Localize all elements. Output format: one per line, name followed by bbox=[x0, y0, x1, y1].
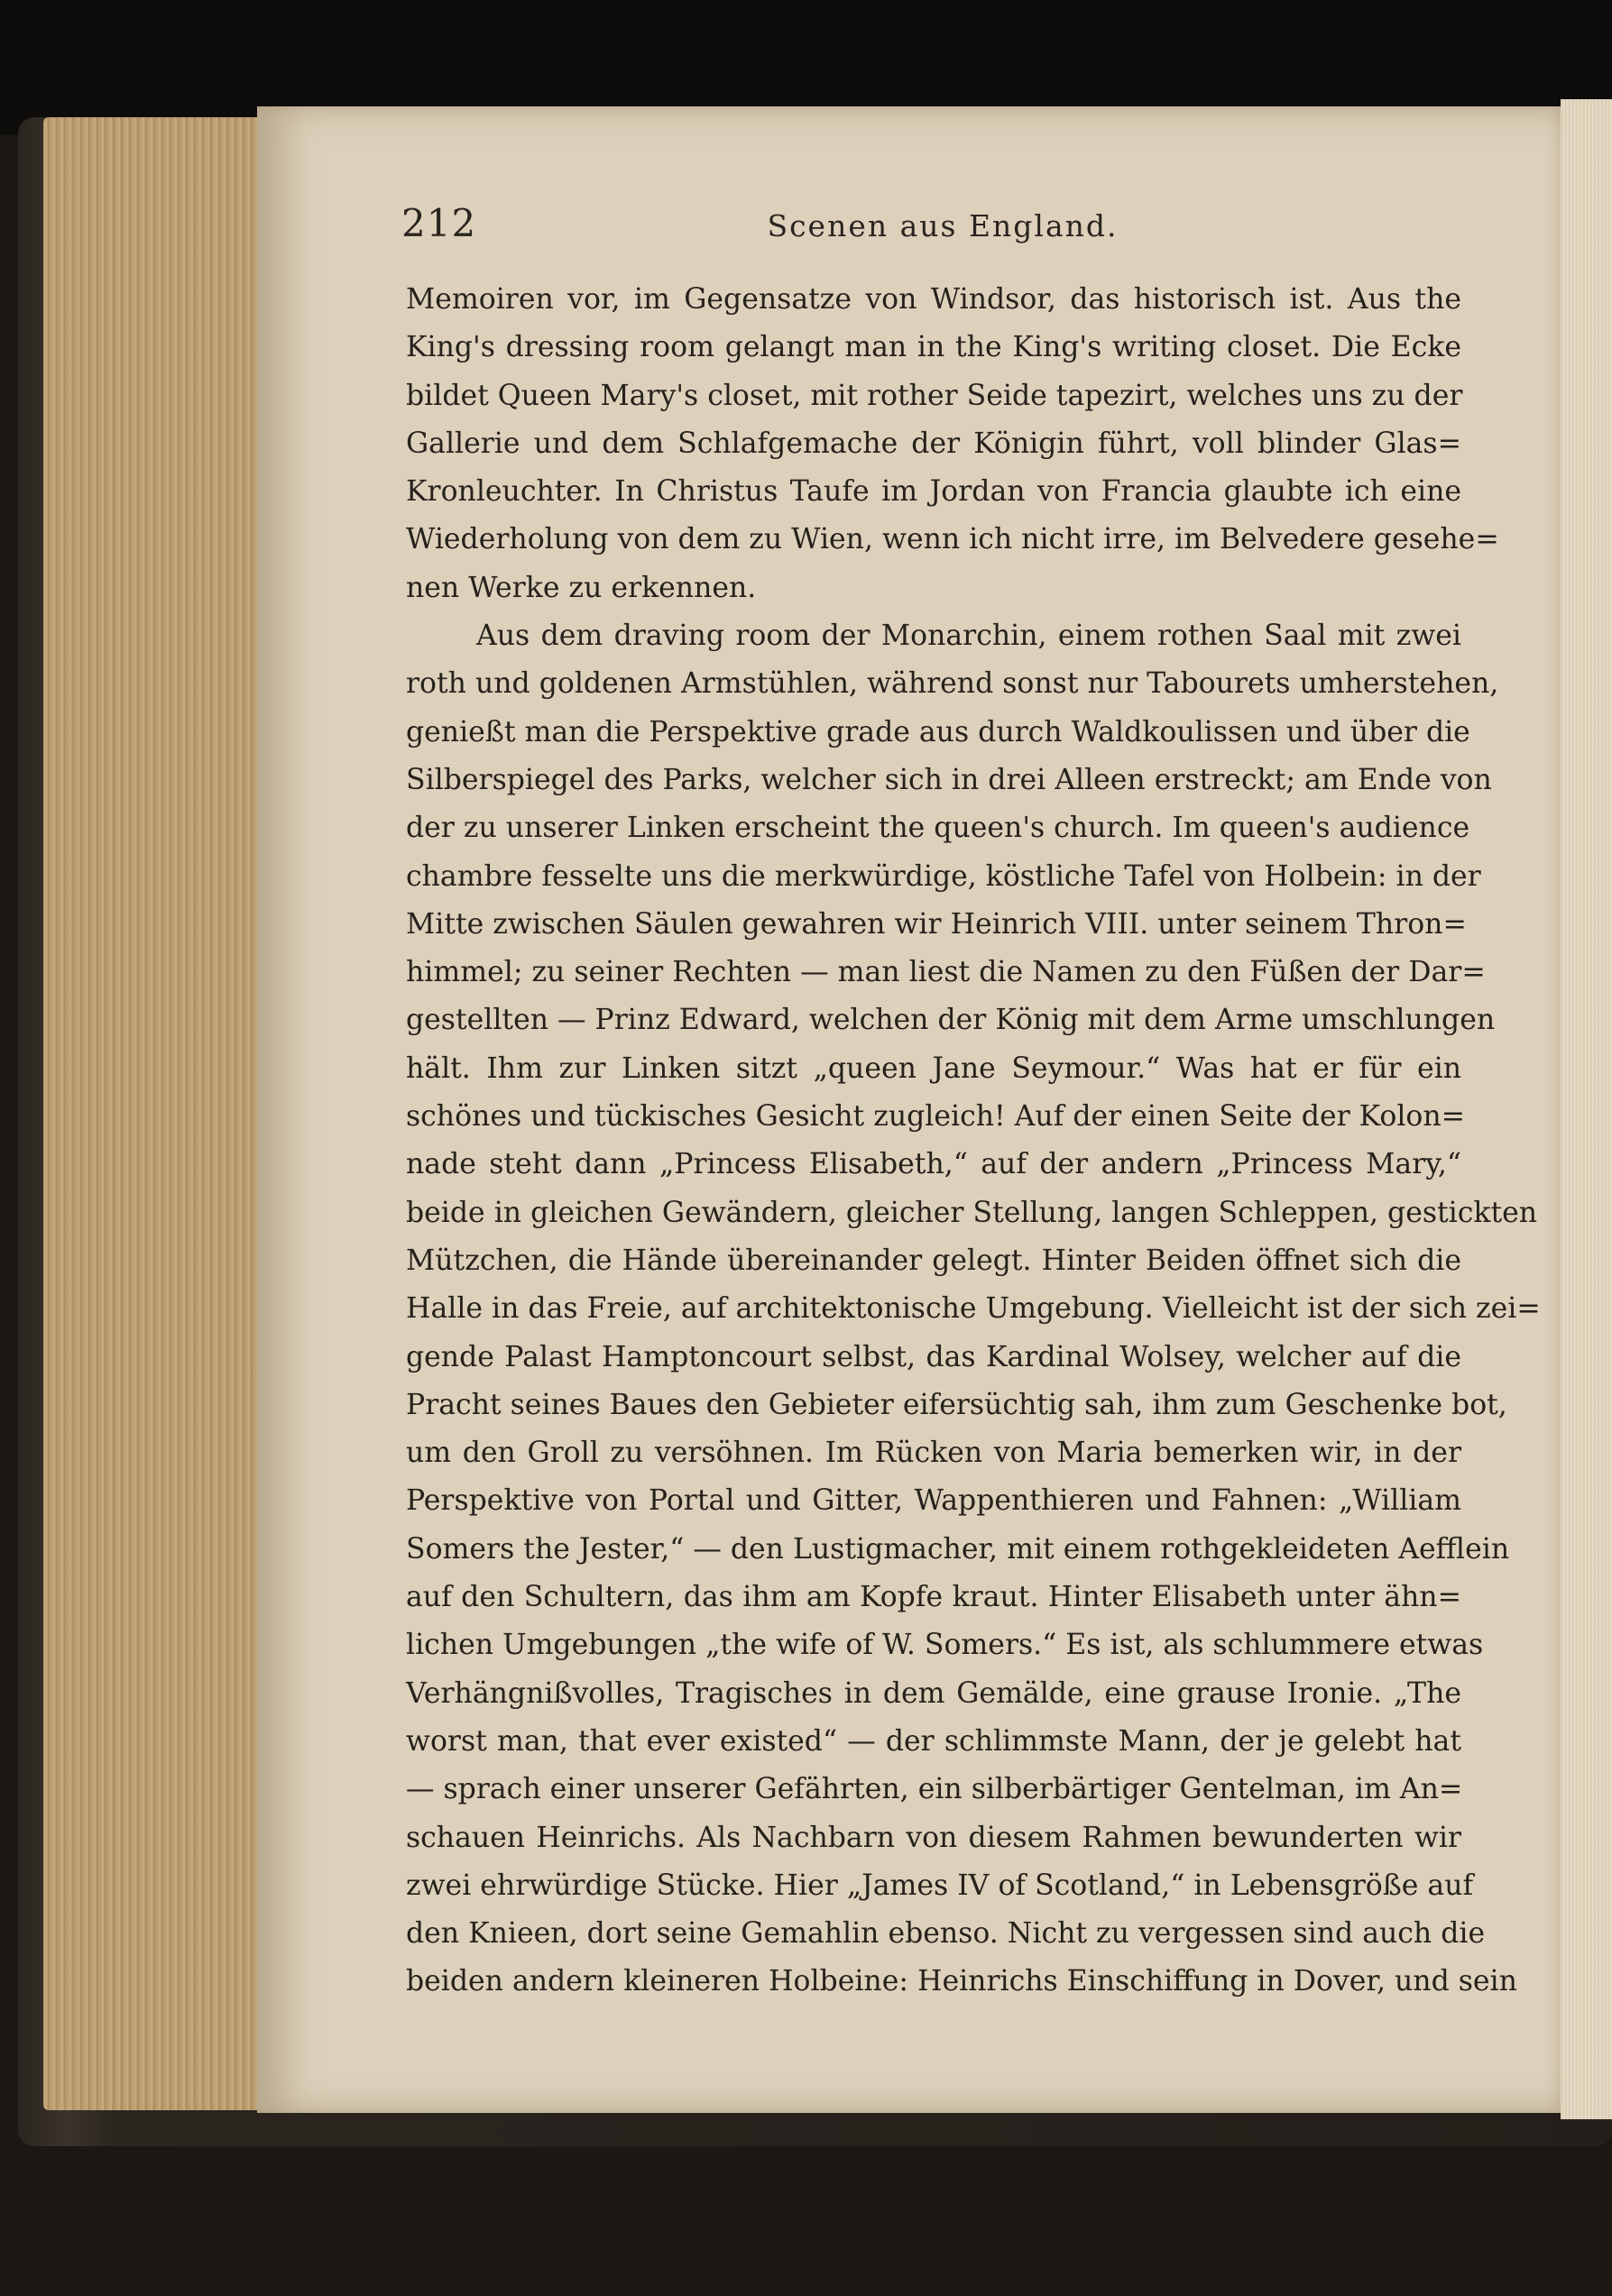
text-line: schauen Heinrichs. Als Nachbarn von diesem Rahmen bewunderten wir bbox=[406, 1821, 1461, 1854]
page-edges-right bbox=[1561, 99, 1612, 2119]
text-line: Mützchen, die Hände übereinander gelegt. Hinter Beiden öffnet sich die bbox=[406, 1244, 1461, 1277]
text-line: bildet Queen Mary's closet, mit rother Seide tapezirt, welches uns zu der bbox=[406, 379, 1463, 412]
text-line: Wiederholung von dem zu Wien, wenn ich nicht irre, im Belvedere gesehe= bbox=[406, 523, 1499, 556]
text-line: Kronleuchter. In Christus Taufe im Jordan von Francia glaubte ich eine bbox=[406, 475, 1461, 509]
text-line: Silberspiegel des Parks, welcher sich in drei Alleen erstreckt; am Ende von bbox=[406, 763, 1492, 796]
text-line: worst man, that ever existed“ — der schlimmste Mann, der je gelebt hat bbox=[406, 1724, 1461, 1758]
text-line: schönes und tückisches Gesicht zugleich! Auf der einen Seite der Kolon= bbox=[406, 1100, 1466, 1134]
text-line: Perspektive von Portal und Gitter, Wappenthieren und Fahnen: „William bbox=[406, 1484, 1461, 1518]
text-line: der zu unserer Linken erscheint the queen's church. Im queen's audience bbox=[406, 812, 1470, 845]
text-line: Gallerie und dem Schlafgemache der Königin führt, voll blinder Glas= bbox=[406, 427, 1461, 460]
text-line: — sprach einer unserer Gefährten, ein silberbärtiger Gentelman, im An= bbox=[406, 1773, 1463, 1806]
text-line: Verhängnißvolles, Tragisches in dem Gemälde, eine grause Ironie. „The bbox=[406, 1676, 1461, 1710]
text-line: Halle in das Freie, auf architektonische Umgebung. Vielleicht ist der sich zei= bbox=[406, 1292, 1541, 1326]
text-line: gestellten — Prinz Edward, welchen der König mit dem Arme umschlungen bbox=[406, 1004, 1496, 1037]
text-line: King's dressing room gelangt man in the King's writing closet. Die Ecke bbox=[406, 331, 1461, 364]
text-line: chambre fesselte uns die merkwürdige, köstliche Tafel von Holbein: in der bbox=[406, 859, 1481, 893]
text-line: lichen Umgebungen „the wife of W. Somers.“ Es ist, als schlummere etwas bbox=[406, 1629, 1484, 1662]
text-line: auf den Schultern, das ihm am Kopfe kraut. Hinter Elisabeth unter ähn= bbox=[406, 1581, 1461, 1614]
text-line: Pracht seines Baues den Gebieter eifersüchtig sah, ihm zum Geschenke bot, bbox=[406, 1388, 1507, 1421]
text-line: beide in gleichen Gewändern, gleicher Stellung, langen Schleppen, gestickten bbox=[406, 1196, 1538, 1229]
page-edges-left bbox=[43, 117, 260, 2110]
text-line: gende Palast Hamptoncourt selbst, das Kardinal Wolsey, welcher auf die bbox=[406, 1340, 1461, 1373]
text-line: nen Werke zu erkennen. bbox=[406, 571, 757, 604]
text-line: beiden andern kleineren Holbeine: Heinrichs Einschiffung in Dover, und sein bbox=[406, 1965, 1517, 1998]
text-line: Memoiren vor, im Gegensatze von Windsor, das historisch ist. Aus the bbox=[406, 283, 1461, 316]
text-line: roth und goldenen Armstühlen, während sonst nur Tabourets umherstehen, bbox=[406, 667, 1499, 701]
text-line: genießt man die Perspektive grade aus durch Waldkoulissen und über die bbox=[406, 715, 1470, 748]
page-header bbox=[401, 201, 1376, 264]
running-title: Scenen aus England. bbox=[767, 208, 1119, 243]
text-line: um den Groll zu versöhnen. Im Rücken von Maria bemerken wir, in der bbox=[406, 1437, 1461, 1470]
text-line: Somers the Jester,“ — den Lustigmacher, mit einem rothgekleideten Aefflein bbox=[406, 1532, 1510, 1566]
text-line: den Knieen, dort seine Gemahlin ebenso. Nicht zu vergessen sind auch die bbox=[406, 1917, 1486, 1951]
text-line: hält. Ihm zur Linken sitzt „queen Jane Seymour.“ Was hat er für ein bbox=[406, 1052, 1461, 1085]
text-line: Mitte zwischen Säulen gewahren wir Heinrich VIII. unter seinem Thron= bbox=[406, 907, 1467, 941]
book-page bbox=[257, 106, 1561, 2113]
text-line: zwei ehrwürdige Stücke. Hier „James IV of Scotland,“ in Lebensgröße auf bbox=[406, 1869, 1474, 1902]
text-line: himmel; zu seiner Rechten — man liest die Namen zu den Füßen der Dar= bbox=[406, 956, 1486, 989]
page-number: 212 bbox=[401, 201, 477, 245]
text-line: nade steht dann „Princess Elisabeth,“ auf der andern „Princess Mary,“ bbox=[406, 1148, 1461, 1181]
text-line: Aus dem draving room der Monarchin, einem rothen Saal mit zwei bbox=[476, 620, 1461, 653]
body-text bbox=[406, 276, 1541, 2007]
